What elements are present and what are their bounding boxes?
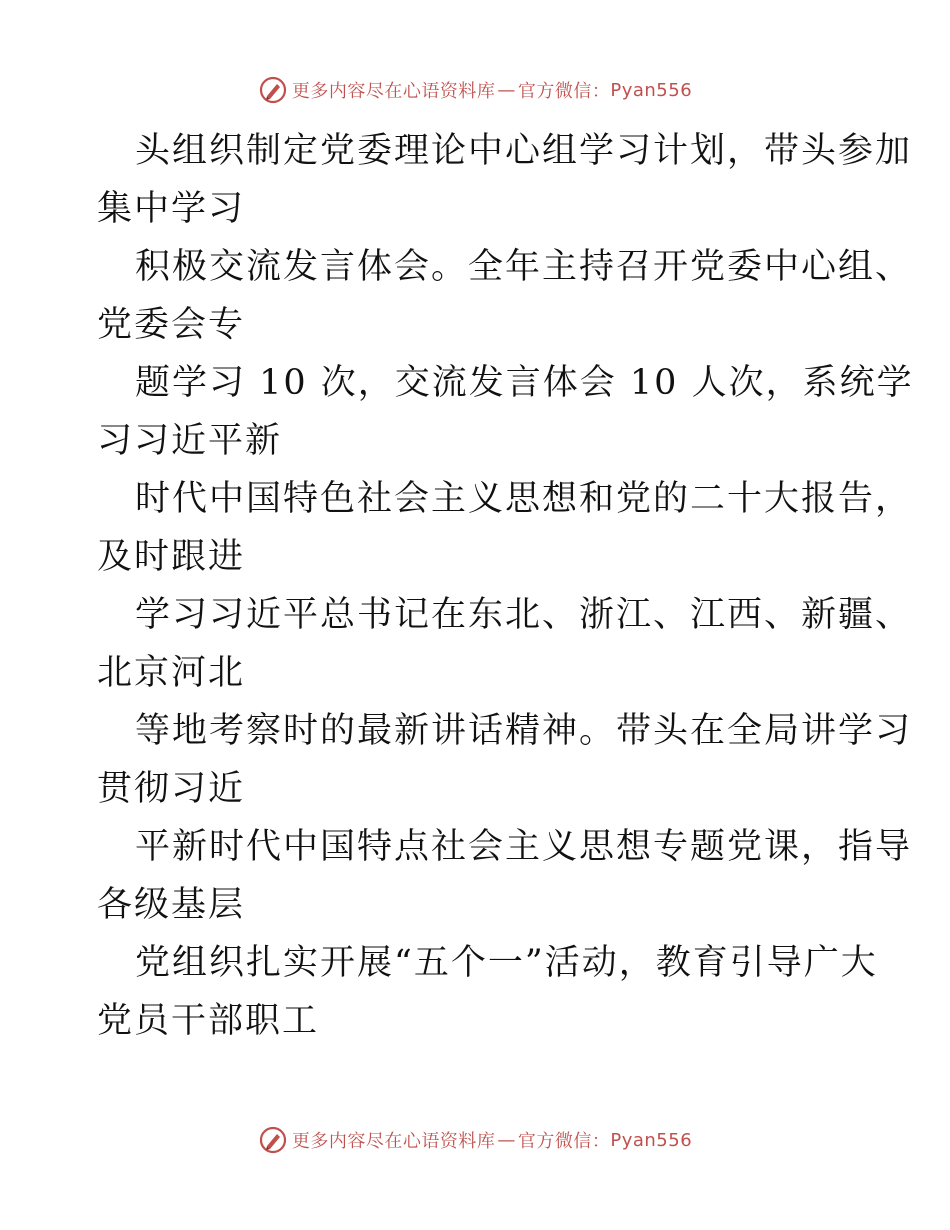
text-line: 及时跟进 [97, 537, 246, 577]
text-line: 集中学习 [97, 189, 246, 229]
pen-circle-logo-icon [258, 75, 288, 105]
text-line: 习习近平新 [97, 421, 283, 461]
watermark-wechat-id: Pyan556 [610, 79, 693, 101]
watermark-wechat-label: 官方微信： [517, 1131, 611, 1152]
header-watermark [0, 70, 950, 110]
text-line: 党员干部职工 [97, 1001, 320, 1041]
text-line: 题学习 10 次，交流发言体会 10 人次，系统学 [135, 363, 914, 403]
pen-circle-logo-icon [258, 1125, 288, 1155]
text-line: 时代中国特色社会主义思想和党的二十大报告， [135, 479, 913, 519]
watermark-separator: — [497, 79, 516, 101]
watermark-separator: — [497, 1129, 516, 1151]
text-line: 各级基层 [97, 885, 246, 925]
text-line: 北京河北 [97, 653, 246, 693]
text-line: 贯彻习近 [97, 769, 246, 809]
watermark-main-text: 更多内容尽在心语资料库 [291, 81, 496, 102]
watermark-wechat-id: Pyan556 [610, 1129, 693, 1151]
text-line: 积极交流发言体会。全年主持召开党委中心组、 [135, 247, 913, 287]
text-line: 党委会专 [97, 305, 246, 345]
document-body [97, 122, 914, 1050]
text-line: 平新时代中国特点社会主义思想专题党课，指导 [135, 827, 913, 867]
footer-watermark [0, 1120, 950, 1160]
watermark-main-text: 更多内容尽在心语资料库 [291, 1131, 496, 1152]
watermark-wechat-label: 官方微信： [517, 81, 611, 102]
text-line: 学习习近平总书记在东北、浙江、江西、新疆、 [135, 595, 913, 635]
text-line: 党组织扎实开展“五个一”活动，教育引导广大 [135, 943, 878, 983]
text-line: 等地考察时的最新讲话精神。带头在全局讲学习 [135, 711, 913, 751]
text-line: 头组织制定党委理论中心组学习计划，带头参加 [135, 131, 913, 171]
